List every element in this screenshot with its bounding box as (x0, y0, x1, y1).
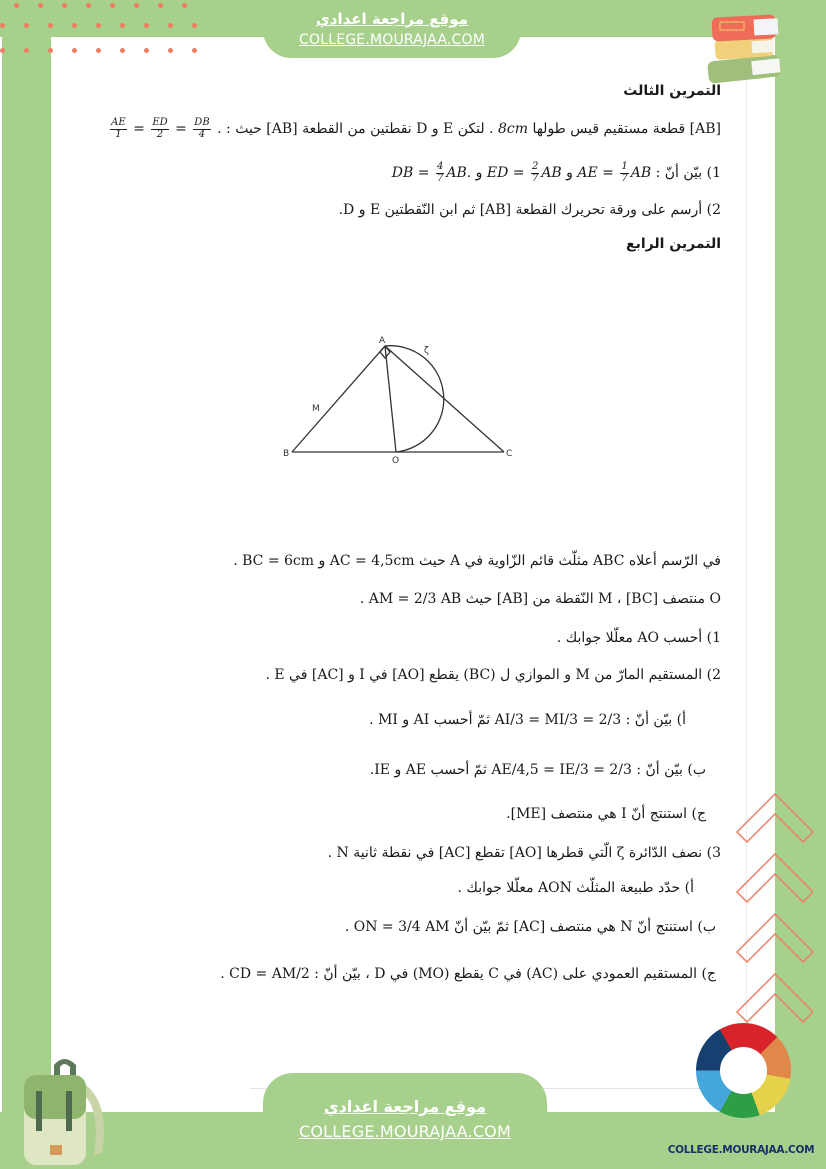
exercise4-intro2: O منتصف [BC] ، M النّقطة من [AB] حيث AM = 2/3 AB . (359, 591, 721, 607)
books-stack-icon (700, 12, 790, 92)
label-M: M (312, 404, 320, 414)
exercise4-question2: 2) المستقيم المارّ من M و الموازي ل (BC) يقطع [AO] في I و [AC] في E . (265, 667, 721, 683)
exercise3-intro: [AB] قطعة مستقيم قيس طولها 8cm . لتكن E و D نقطتين من القطعة [AB] حيث : $\frac{AE}{1}$ = $\frac{ED}{2}$ = $\frac{DB}{4}$ . (108, 118, 721, 140)
exercise4-question3b: ب) استنتج أنّ N هي منتصف [AC] ثمّ بيّن أنّ ON = 3/4 AM . (344, 919, 716, 935)
exercise3-question1: 1) بيّن أنّ : AE = $\frac{1}{7}$ AB و ED = $\frac{2}{7}$ AB و DB = $\frac{4}{7}$ AB. (391, 161, 721, 184)
label-zeta: ζ (424, 346, 429, 356)
label-B: B (283, 449, 290, 459)
exercise3-question2: 2) أرسم على ورقة تحريرك القطعة [AB] ثم ابن النّقطتين E و D. (338, 202, 721, 218)
footer-site-badge[interactable] (263, 1073, 547, 1169)
exercise4-intro1: في الرّسم أعلاه ABC مثلّث قائم الزّاوية في A حيث AC = 4,5cm و BC = 6cm . (233, 553, 721, 569)
exercise4-question3c: ج) المستقيم العمودي على (AC) في C يقطع (MO) في D ، بيّن أنّ : CD = AM/2 . (220, 966, 716, 982)
header-site-name[interactable]: موقع مراجعة اعدادي (316, 10, 468, 28)
exercise3-title: التمرين الثالث (623, 83, 721, 99)
exercise4-question2b: ب) بيّن أنّ : AE/4,5 = IE/3 = 2/3 ثمّ أحسب AE و IE. (369, 762, 706, 778)
exercise4-title: التمرين الرابع (626, 236, 721, 252)
exercise4-question3a: أ) حدّد طبيعة المثلّث AON معلّلا جوابك . (457, 880, 694, 896)
chevron-up-decoration-icon (733, 790, 813, 1030)
label-O: O (392, 456, 400, 465)
backpack-icon (14, 1055, 112, 1167)
ratio-equation: $\frac{AE}{1}$ = $\frac{ED}{2}$ = $\frac{DB}{4}$ . (111, 117, 222, 140)
footer-site-url[interactable]: COLLEGE.MOURAJAA.COM (299, 1122, 511, 1141)
site-logo-ring-icon[interactable] (696, 1023, 791, 1118)
label-C: C (506, 449, 513, 459)
footer-logo-text[interactable]: COLLEGE.MOURAJAA.COM (667, 1144, 815, 1156)
exercise4-question2c: ج) استنتج أنّ I هي منتصف [ME]. (506, 806, 706, 822)
footer-site-name[interactable]: موقع مراجعة اعدادي (323, 1097, 487, 1116)
exercise4-question1: 1) أحسب AO معلّلا جوابك . (556, 630, 721, 646)
label-A: A (379, 336, 386, 346)
header-site-badge[interactable] (263, 0, 521, 58)
exercise4-question3: 3) نصف الدّائرة ζ الّتي قطرها [AO] تقطع [AC] في نقطة ثانية N . (327, 845, 721, 861)
header-site-url[interactable]: COLLEGE.MOURAJAA.COM (299, 32, 485, 48)
left-border-strip (2, 37, 51, 1117)
exercise4-question2a: أ) بيّن أنّ : AI/3 = MI/3 = 2/3 ثمّ أحسب AI و MI . (369, 712, 686, 728)
triangle-figure (278, 335, 518, 465)
